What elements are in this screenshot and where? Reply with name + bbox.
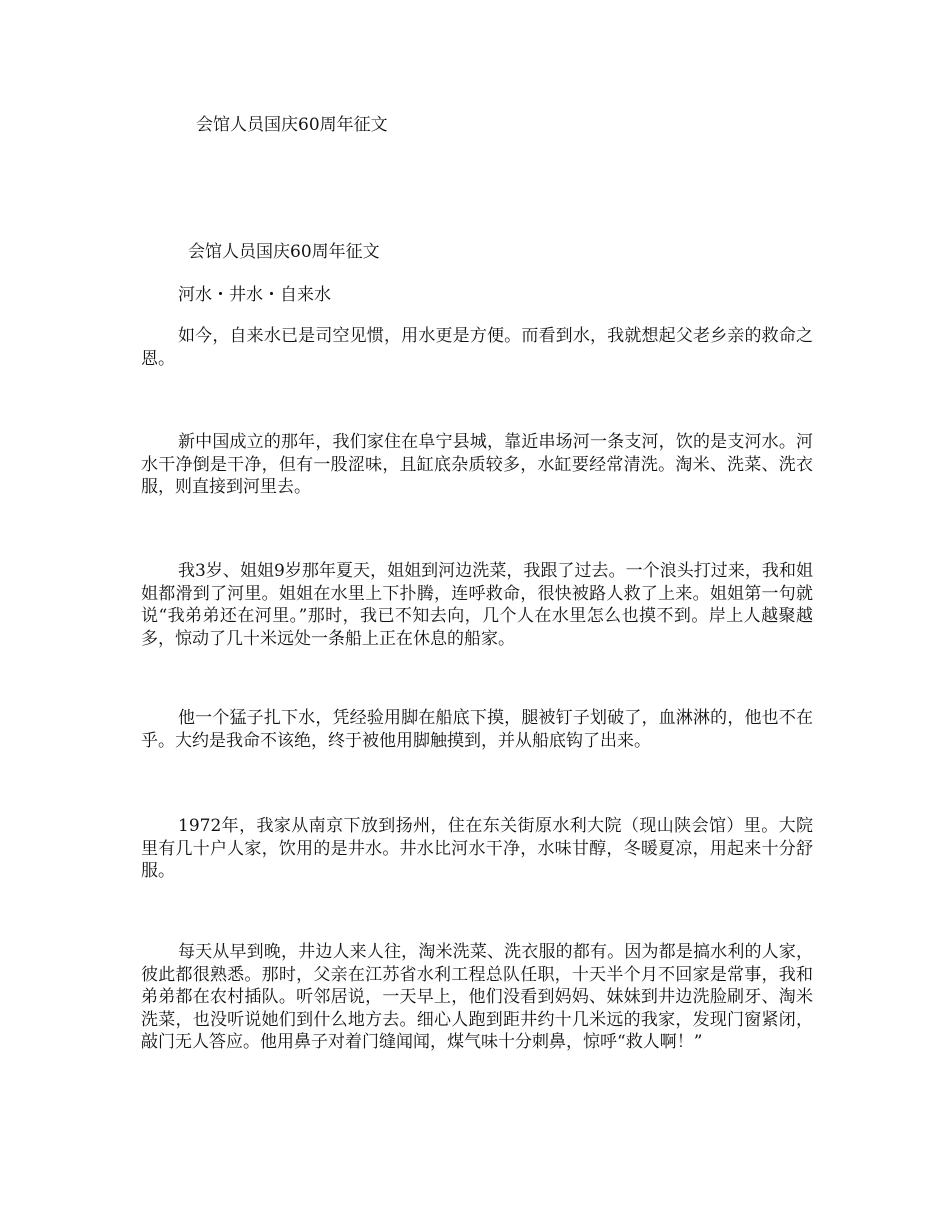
paragraph-river-water: 新中国成立的那年，我们家住在阜宁县城，靠近串场河一条支河，饮的是支河水。河水干净倒是干净，但有一股涩味，且缸底杂质较多，水缸要经常清洗。淘米、洗菜、洗衣服，则直接到河里去。 [141, 432, 813, 498]
paragraph-gas-incident: 每天从早到晚，井边人来人往，淘米洗菜、洗衣服的都有。因为都是搞水利的人家，彼此都很熟悉。那时，父亲在江苏省水利工程总队任职，十天半个月不回家是常事，我和弟弟都在农村插队。听邻居说，一天早上，他们没看到妈妈、妹妹到井边洗脸刷牙、淘米洗菜，也没听说她们到什么地方去。细心人跑到距井约十几米远的我家，发现门窗紧闭，敲门无人答应。他用鼻子对着门缝闻闻，煤气味十分刺鼻，惊呼“救人啊！” [141, 942, 813, 1053]
paragraph-well-water: 1972年，我家从南京下放到扬州，住在东关街原水利大院（现山陕会馆）里。大院里有几十户人家，饮用的是井水。井水比河水干净，水味甘醇，冬暖夏凉，用起来十分舒服。 [141, 816, 813, 882]
paragraph-rescue: 他一个猛子扎下水，凭经验用脚在船底下摸，腿被钉子划破了，血淋淋的，他也不在乎。大约是我命不该绝，终于被他用脚触摸到，并从船底钩了出来。 [141, 708, 813, 751]
document-subtitle: 河水・井水・自来水 [178, 285, 331, 305]
paragraph-intro: 如今，自来水已是司空见惯，用水更是方便。而看到水，我就想起父老乡亲的救命之恩。 [141, 326, 813, 369]
paragraph-drowning: 我3岁、姐姐9岁那年夏天，姐姐到河边洗菜，我跟了过去。一个浪头打过来，我和姐姐都滑到了河里。姐姐在水里上下扑腾，连呼救命，很快被路人救了上来。姐姐第一句就说“我弟弟还在河里。”那时，我已不知去向，几个人在水里怎么也摸不到。岸上人越聚越多，惊动了几十米远处一条船上正在休息的船家。 [141, 561, 813, 649]
document-title: 会馆人员国庆60周年征文 [188, 242, 380, 262]
header-title: 会馆人员国庆60周年征文 [196, 115, 388, 135]
